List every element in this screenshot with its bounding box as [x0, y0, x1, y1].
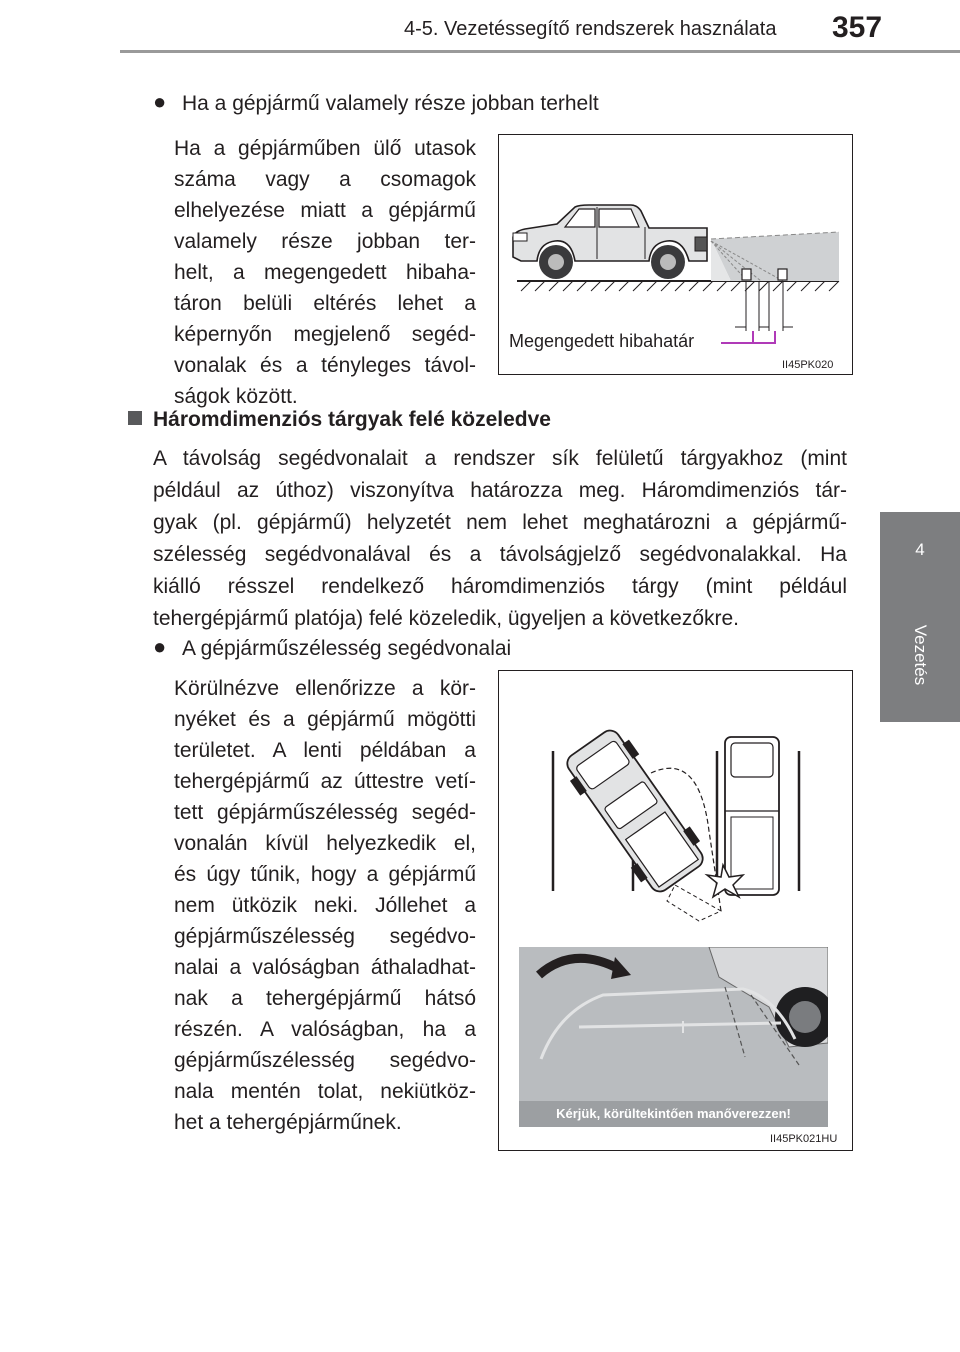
section2-heading: Háromdimenziós tárgyak felé közeledve — [153, 408, 551, 431]
body-line: gépjárműszélesség segédvo- — [174, 925, 476, 948]
body-line: nem ütközik neki. Jóllehet a — [174, 894, 476, 917]
body-line: száma vagy a csomagok — [174, 168, 476, 191]
chapter-label: Vezetés — [911, 624, 930, 686]
header-rule — [120, 50, 960, 53]
page-number: 357 — [832, 11, 883, 44]
camera-screen — [519, 947, 828, 1127]
figure-code: II45PK021HU — [770, 1133, 838, 1145]
chapter-number: 4 — [915, 540, 925, 559]
body-line: képernyőn megjelenő segéd- — [174, 323, 476, 346]
body-line: tehergépjármű az úttestre vetí- — [174, 770, 476, 793]
body-line: táron belüli eltérés lehet a — [174, 292, 476, 315]
body-line: valamely része jobban ter- — [174, 230, 476, 253]
body-line: nyéket és a gépjármű mögötti — [174, 708, 476, 731]
body-line: elhelyezése miatt a gépjármű — [174, 199, 476, 222]
figure-label: Megengedett hibahatár — [509, 331, 695, 351]
paragraph-line: A távolság segédvonalait a rendszer sík felületű tárgyakhoz (mint — [153, 447, 847, 470]
body-line: és úgy tűnik, hogy a gépjármű — [174, 863, 476, 886]
body-line: részén. A valóságban, ha a — [174, 1018, 476, 1041]
body-line: vonalak és a tényleges távol- — [174, 354, 476, 377]
paragraph-line: például az úthoz) viszonyítva határozza meg. Háromdimenziós tár- — [153, 479, 847, 502]
body-line: nala mentén tolat, nekiütköz- — [174, 1080, 476, 1103]
sub-heading: A gépjárműszélesség segédvonalai — [182, 637, 512, 660]
paragraph-line: gyak (pl. gépjármű) helyzetét nem lehet meghatározni a gépjármű- — [153, 511, 847, 534]
body-line: vonalán kívül helyezkedik el, — [174, 832, 476, 855]
body-line: Körülnézve ellenőrizze a kör- — [174, 677, 476, 700]
body-line: nalai a valóságban áthaladhat- — [174, 956, 476, 979]
figure-permissible-error — [498, 134, 853, 375]
body-line: het a tehergépjárműnek. — [174, 1111, 402, 1134]
body-line: nak a tehergépjármű hátsó — [174, 987, 476, 1010]
body-line: tett gépjárműszélesség segéd- — [174, 801, 476, 824]
camera-view-illustration — [519, 947, 828, 1101]
screen-warning-message: Kérjük, körültekintően manőverezzen! — [519, 1101, 828, 1127]
figure-code: II45PK020 — [782, 359, 834, 371]
body-line: területet. A lenti példában a — [174, 739, 476, 762]
section-square-icon — [128, 411, 142, 425]
section1-heading: Ha a gépjármű valamely része jobban terhelt — [182, 92, 599, 115]
parking-top-view-illustration — [499, 671, 852, 926]
body-line: helt, a megengedett hibaha- — [174, 261, 476, 284]
paragraph-line: szélesség segédvonalával és a távolságjelző segédvonalakkal. Ha — [153, 543, 847, 566]
bullet-icon: ● — [153, 89, 167, 114]
bullet-icon: ● — [153, 634, 167, 659]
section-title: 4-5. Vezetéssegítő rendszerek használata — [404, 18, 777, 40]
body-line: gépjárműszélesség segédvo- — [174, 1049, 476, 1072]
body-line: ságok között. — [174, 385, 298, 408]
figure-width-guides — [498, 670, 853, 1151]
body-line: Ha a gépjárműben ülő utasok — [174, 137, 476, 160]
paragraph-line: kiálló résszel rendelkező háromdimenziós tárgy (mint például — [153, 575, 847, 598]
paragraph-line: tehergépjármű platója) felé közeledik, ügyeljen a következőkre. — [153, 607, 740, 630]
